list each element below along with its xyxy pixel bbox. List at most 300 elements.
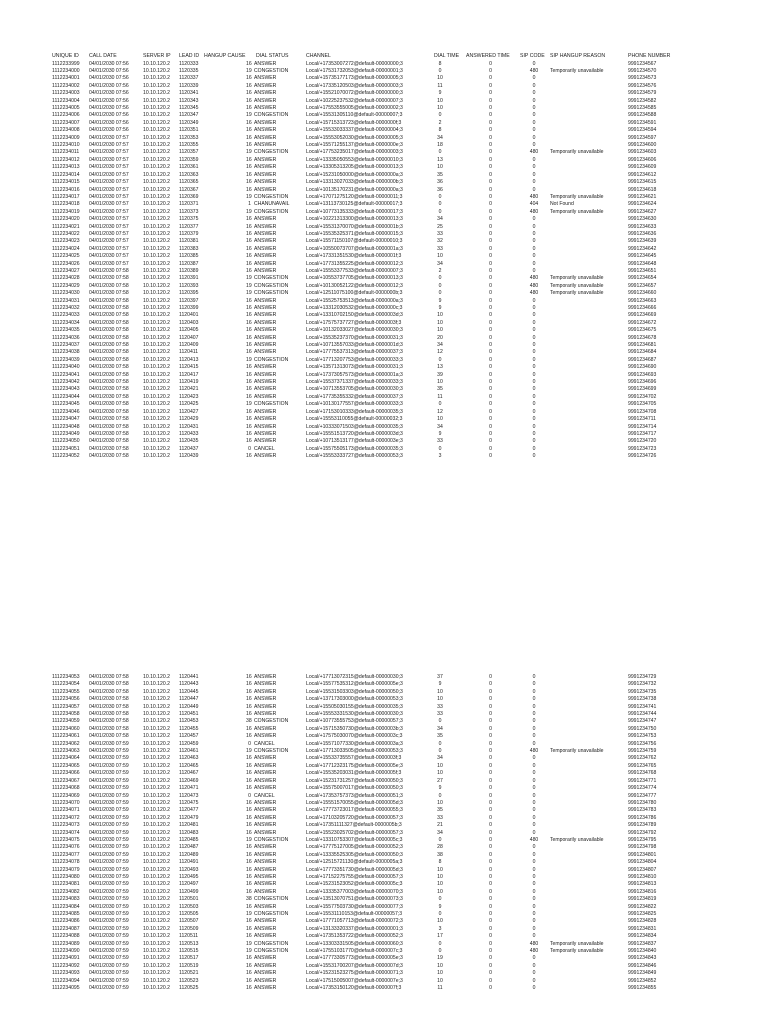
cell-answered-time: 0 [489,822,492,829]
cell-server-ip: 10.10.120.2 [143,305,170,311]
cell-unique-id: 1112234000 [52,68,80,74]
cell-answered-time: 0 [489,785,492,792]
cell-call-date: 04/01/2030 07:58 [89,334,129,341]
cell-sip-code: 0 [532,60,536,67]
cell-sip-code: 480 [529,208,539,215]
cell-server-ip: 10.10.120.2 [143,171,170,178]
cell-channel: Local/+10773555753@default-00000057;3 [306,718,403,725]
cell-server-ip: 10.10.120.2 [143,319,170,326]
cell-dial-time: 33 [437,814,443,821]
cell-dial-time: 10 [437,105,443,112]
cell-phone-number: 9991234573 [628,75,657,82]
cell-dial-time: 0 [438,718,442,725]
cell-sip-code: 0 [532,156,536,163]
cell-server-ip: 10.10.120.2 [143,60,170,67]
cell-answered-time: 0 [489,60,492,67]
cell-call-date: 04/01/2030 07:59 [89,948,129,955]
cell-dial-time: 10 [437,866,443,873]
cell-hangup-cause: 16 [246,82,252,89]
cell-sip-code: 0 [532,371,536,378]
cell-server-ip: 10.10.120.2 [143,792,170,799]
cell-hangup-cause: 19 [246,68,252,74]
cell-call-date: 04/01/2030 07:59 [89,851,129,858]
cell-dial-time: 10 [437,416,443,423]
cell-sip-code: 0 [532,985,536,992]
cell-dial-time: 10 [437,918,443,925]
cell-unique-id: 1112234027 [52,267,80,274]
cell-server-ip: 10.10.120.2 [143,925,170,932]
cell-hangup-cause: 16 [246,267,252,274]
cell-call-date: 04/01/2030 07:59 [89,977,129,984]
cell-sip-code: 0 [532,696,536,703]
cell-dial-time: 34 [437,725,443,732]
cell-channel: Local/+17373057573@default-0000001a;3 [306,371,403,378]
cell-dial-status: ANSWER [254,297,277,304]
cell-unique-id: 1112234093 [52,970,80,977]
cell-phone-number: 9991234603 [628,149,657,156]
cell-dial-time: 10 [437,696,443,703]
cell-dial-time: 9 [438,430,442,437]
table-row [0,120,768,127]
cell-channel: Local/+15537371337@default-00000033;3 [306,379,403,386]
cell-dial-status: ANSWER [254,238,277,245]
cell-sip-code: 0 [532,933,536,940]
cell-phone-number: 9991234852 [628,977,657,984]
cell-call-date: 04/01/2030 07:59 [89,955,129,962]
cell-dial-time: 34 [437,134,443,141]
cell-call-date: 04/01/2030 07:58 [89,379,129,386]
cell-unique-id: 1112234071 [52,807,80,814]
cell-unique-id: 1112234054 [52,681,80,688]
cell-dial-status: ANSWER [254,918,277,925]
cell-answered-time: 0 [489,230,492,237]
cell-server-ip: 10.10.120.2 [143,859,170,866]
cell-phone-number: 9991234711 [628,416,656,423]
cell-answered-time: 0 [489,792,492,799]
cell-dial-time: 9 [438,305,442,311]
cell-hangup-cause: 16 [246,156,252,163]
cell-phone-number: 9991234693 [628,371,657,378]
cell-channel: Local/+10713513177@default-0000003e;3 [306,438,403,445]
cell-answered-time: 0 [489,127,492,134]
cell-phone-number: 9991234780 [628,799,657,806]
cell-channel: Local/+15525753513@default-0000000a;3 [306,297,403,304]
cell-phone-number: 9991234771 [628,777,657,784]
cell-dial-status: ANSWER [254,970,277,977]
cell-answered-time: 0 [489,90,492,97]
cell-answered-time: 0 [489,711,492,718]
table-row [0,364,768,371]
cell-unique-id: 1112234087 [52,925,80,932]
cell-hangup-cause: 16 [246,386,252,393]
cell-unique-id: 1112234078 [52,859,80,866]
cell-lead-id: 1120335 [179,68,199,74]
cell-channel: Local/+15575505173@default-00000035;3 [306,445,403,452]
cell-channel: Local/+15535237370@default-00000031;3 [306,334,403,341]
cell-answered-time: 0 [489,940,492,947]
cell-call-date: 04/01/2030 07:59 [89,918,129,925]
cell-channel: Local/+17575030070@default-0000003c;3 [306,733,403,740]
cell-lead-id: 1120511 [179,933,199,940]
header-answered-time: ANSWERED TIME [466,53,510,59]
cell-sip-hangup-reason: Temporarily unavailable [550,282,604,289]
cell-dial-status: ANSWER [254,349,277,356]
cell-sip-code: 0 [532,305,536,311]
cell-channel: Local/+17773723017@default-00000055;3 [306,807,403,814]
cell-lead-id: 1120441 [179,674,199,680]
cell-dial-status: ANSWER [254,245,277,252]
cell-answered-time: 0 [489,799,492,806]
header-call-date: CALL DATE [89,53,117,59]
cell-answered-time: 0 [489,911,492,917]
cell-dial-status: ANSWER [254,430,277,437]
table-row [0,335,768,342]
cell-unique-id: 1112234060 [52,725,80,732]
cell-phone-number: 9991234717 [628,430,657,437]
cell-dial-time: 0 [438,940,442,947]
cell-dial-time: 27 [437,777,443,784]
cell-dial-time: 10 [437,253,443,260]
cell-server-ip: 10.10.120.2 [143,711,170,718]
cell-sip-code: 0 [532,186,536,193]
cell-server-ip: 10.10.120.2 [143,371,170,378]
cell-dial-time: 10 [437,379,443,386]
table-row [0,349,768,356]
cell-sip-code: 480 [529,836,539,843]
cell-hangup-cause: 16 [246,364,252,371]
cell-channel: Local/+17713072315@default-00000030;3 [306,674,403,680]
cell-hangup-cause: 16 [246,799,252,806]
cell-server-ip: 10.10.120.2 [143,216,170,223]
cell-hangup-cause: 16 [246,962,252,969]
cell-server-ip: 10.10.120.2 [143,688,170,695]
cell-dial-status: ANSWER [254,807,277,814]
cell-dial-status: ANSWER [254,777,277,784]
cell-dial-time: 0 [438,193,442,200]
cell-hangup-cause: 16 [246,134,252,141]
cell-hangup-cause: 16 [246,105,252,112]
cell-answered-time: 0 [489,75,492,82]
cell-sip-code: 0 [532,977,536,984]
cell-channel: Local/+17553555005@default-00000002;3 [306,105,403,112]
cell-sip-code: 0 [532,260,536,267]
cell-call-date: 04/01/2030 07:59 [89,829,129,836]
cell-answered-time: 0 [489,703,492,710]
cell-dial-time: 10 [437,327,443,334]
cell-sip-code: 0 [532,740,536,747]
cell-sip-code: 0 [532,267,536,274]
cell-dial-time: 0 [438,149,442,156]
cell-dial-status: ANSWER [254,90,277,97]
cell-dial-time: 28 [437,844,443,851]
cell-hangup-cause: 16 [246,260,252,267]
cell-call-date: 04/01/2030 07:58 [89,267,129,274]
cell-phone-number: 9991234639 [628,238,657,245]
cell-server-ip: 10.10.120.2 [143,401,170,408]
cell-sip-code: 0 [532,342,536,349]
cell-unique-id: 1112234068 [52,785,80,792]
cell-dial-time: 0 [438,112,442,119]
cell-phone-number: 9991234807 [628,866,657,873]
cell-phone-number: 9991234747 [628,718,657,725]
cell-call-date: 04/01/2030 07:59 [89,962,129,969]
cell-phone-number: 9991234705 [628,401,657,408]
table-row [0,372,768,379]
table-row [0,409,768,416]
cell-phone-number: 9991234738 [628,696,657,703]
cell-sip-hangup-reason: Temporarily unavailable [550,208,604,215]
cell-hangup-cause: 19 [246,836,252,843]
cell-call-date: 04/01/2030 07:58 [89,711,129,718]
cell-dial-status: CONGESTION [254,748,289,755]
table-row [0,424,768,431]
cell-channel: Local/+15551570055@default-0000005d;3 [306,799,403,806]
cell-server-ip: 10.10.120.2 [143,896,170,903]
cell-answered-time: 0 [489,149,492,156]
cell-dial-time: 10 [437,688,443,695]
cell-lead-id: 1120467 [179,770,199,777]
cell-lead-id: 1120519 [179,962,199,969]
cell-server-ip: 10.10.120.2 [143,201,170,208]
cell-call-date: 04/01/2030 07:58 [89,342,129,349]
cell-lead-id: 1120405 [179,327,199,334]
cell-dial-status: CONGESTION [254,282,289,289]
header-dial-time: DIAL TIME [434,53,460,59]
cell-hangup-cause: 19 [246,149,252,156]
cell-sip-code: 0 [532,408,536,415]
cell-answered-time: 0 [489,179,492,186]
cell-server-ip: 10.10.120.2 [143,267,170,274]
table-row [0,253,768,260]
cell-call-date: 04/01/2030 07:59 [89,748,129,755]
cell-phone-number: 9991234585 [628,105,657,112]
cell-call-date: 04/01/2030 07:59 [89,844,129,851]
cell-sip-code: 480 [529,748,539,755]
cell-hangup-cause: 16 [246,171,252,178]
cell-dial-status: ANSWER [254,881,277,888]
cell-call-date: 04/01/2030 07:57 [89,179,129,186]
cell-dial-time: 0 [438,208,442,215]
header-sip-hangup-reason: SIP HANGUP REASON [550,53,606,59]
cell-hangup-cause: 16 [246,245,252,252]
cell-unique-id: 1112234012 [52,156,80,163]
cell-server-ip: 10.10.120.2 [143,342,170,349]
cell-hangup-cause: 16 [246,925,252,932]
cell-hangup-cause: 16 [246,696,252,703]
cell-sip-code: 0 [532,401,536,408]
cell-phone-number: 9991234636 [628,230,657,237]
table-row [0,837,768,844]
cell-dial-status: CANCEL [254,740,275,747]
cell-sip-code: 0 [532,703,536,710]
cell-call-date: 04/01/2030 07:56 [89,105,129,112]
cell-hangup-cause: 16 [246,342,252,349]
cell-sip-code: 0 [532,430,536,437]
cell-lead-id: 1120463 [179,755,199,762]
cell-server-ip: 10.10.120.2 [143,356,170,363]
cell-answered-time: 0 [489,985,492,992]
cell-unique-id: 1112234011 [52,149,80,156]
cell-phone-number: 9991234816 [628,888,657,895]
cell-unique-id: 1112234077 [52,851,80,858]
cell-lead-id: 1120351 [179,127,199,134]
cell-sip-code: 0 [532,364,536,371]
cell-sip-code: 0 [532,179,536,186]
cell-server-ip: 10.10.120.2 [143,445,170,452]
cell-server-ip: 10.10.120.2 [143,253,170,260]
cell-call-date: 04/01/2030 07:59 [89,866,129,873]
cell-unique-id: 1112234065 [52,762,80,769]
cell-lead-id: 1120495 [179,873,199,880]
cell-phone-number: 9991234792 [628,829,657,836]
cell-lead-id: 1120513 [179,940,199,947]
table-row [0,438,768,445]
cell-phone-number: 9991234681 [628,342,657,349]
table-row [0,135,768,142]
table-row [0,955,768,962]
cell-hangup-cause: 16 [246,179,252,186]
cell-hangup-cause: 16 [246,829,252,836]
cell-lead-id: 1120481 [179,822,199,829]
cell-unique-id: 1112234094 [52,977,80,984]
cell-sip-code: 0 [532,807,536,814]
cell-unique-id: 1112234028 [52,275,80,282]
cell-answered-time: 0 [489,438,492,445]
cell-channel: Local/+15575007017@default-00000050;3 [306,785,403,792]
header-phone-number: PHONE NUMBER [628,53,671,59]
cell-dial-time: 3 [438,925,442,932]
cell-dial-status: ANSWER [254,342,277,349]
cell-channel: Local/+17351353722@default-00000052;3 [306,933,403,940]
cell-sip-code: 0 [532,896,536,903]
cell-dial-status: CONGESTION [254,896,289,903]
cell-dial-status: CANCEL [254,445,275,452]
cell-dial-time: 9 [438,785,442,792]
cell-server-ip: 10.10.120.2 [143,282,170,289]
cell-dial-status: ANSWER [254,681,277,688]
cell-lead-id: 1120507 [179,918,199,925]
cell-sip-code: 480 [529,193,539,200]
cell-phone-number: 9991234621 [628,193,657,200]
table-row [0,755,768,762]
cell-dial-time: 19 [437,955,443,962]
cell-answered-time: 0 [489,829,492,836]
cell-server-ip: 10.10.120.2 [143,785,170,792]
cell-dial-status: ANSWER [254,260,277,267]
cell-channel: Local/+13313027033@default-0000000b;3 [306,179,403,186]
cell-dial-time: 11 [437,393,443,400]
cell-server-ip: 10.10.120.2 [143,430,170,437]
cell-dial-time: 13 [437,364,443,371]
cell-hangup-cause: 16 [246,127,252,134]
cell-sip-code: 0 [532,844,536,851]
cell-lead-id: 1120347 [179,112,199,119]
cell-unique-id: 1112234055 [52,688,80,695]
cell-channel: Local/+17771057713@default-00000072;3 [306,918,403,925]
cell-dial-status: CONGESTION [254,208,289,215]
cell-hangup-cause: 19 [246,193,252,200]
cell-answered-time: 0 [489,733,492,740]
cell-lead-id: 1120399 [179,305,199,311]
cell-dial-status: CONGESTION [254,940,289,947]
table-row [0,201,768,208]
cell-unique-id: 1112234066 [52,770,80,777]
table-row [0,275,768,282]
cell-answered-time: 0 [489,962,492,969]
cell-sip-code: 0 [532,245,536,252]
cell-call-date: 04/01/2030 07:57 [89,142,129,149]
cell-sip-code: 0 [532,171,536,178]
cell-call-date: 04/01/2030 07:57 [89,245,129,252]
table-row [0,985,768,992]
cell-dial-status: ANSWER [254,179,277,186]
cell-server-ip: 10.10.120.2 [143,903,170,910]
cell-dial-time: 10 [437,312,443,319]
table-row [0,98,768,105]
table-row [0,327,768,334]
cell-sip-code: 0 [532,888,536,895]
cell-channel: Local/+10553737705@default-00000013;3 [306,275,403,282]
cell-dial-status: CONGESTION [254,718,289,725]
cell-server-ip: 10.10.120.2 [143,164,170,171]
cell-lead-id: 1120377 [179,223,199,230]
cell-dial-time: 17 [437,933,443,940]
cell-answered-time: 0 [489,349,492,356]
table-row [0,852,768,859]
cell-sip-code: 0 [532,238,536,245]
cell-hangup-cause: 16 [246,785,252,792]
cell-phone-number: 9991234702 [628,393,657,400]
cell-unique-id: 1112234079 [52,866,80,873]
cell-channel: Local/+15715313723@default-0000000f;3 [306,119,402,126]
cell-answered-time: 0 [489,356,492,363]
cell-sip-code: 0 [532,822,536,829]
cell-dial-time: 18 [437,142,443,149]
cell-unique-id: 1112234004 [52,97,80,104]
cell-dial-status: CHANUNAVAIL [254,201,290,208]
cell-dial-status: ANSWER [254,75,277,82]
cell-phone-number: 9991234714 [628,423,657,430]
cell-call-date: 04/01/2030 07:58 [89,297,129,304]
cell-dial-status: ANSWER [254,142,277,149]
cell-hangup-cause: 16 [246,305,252,311]
cell-call-date: 04/01/2030 07:58 [89,364,129,371]
cell-unique-id: 1112234075 [52,836,80,843]
cell-dial-status: ANSWER [254,844,277,851]
cell-sip-code: 0 [532,75,536,82]
cell-sip-code: 480 [529,948,539,955]
cell-lead-id: 1120437 [179,445,199,452]
cell-sip-code: 0 [532,223,536,230]
cell-phone-number: 9991234810 [628,873,657,880]
cell-channel: Local/+17773351730@default-0000005d;3 [306,866,403,873]
cell-call-date: 04/01/2030 07:58 [89,718,129,725]
cell-channel: Local/+13303331505@default-00000060;3 [306,940,403,947]
cell-answered-time: 0 [489,748,492,755]
cell-channel: Local/+10130052122@default-00000012;3 [306,282,403,289]
cell-phone-number: 9991234579 [628,90,657,97]
cell-channel: Local/+10773135333@default-00000017;3 [306,208,403,215]
cell-call-date: 04/01/2030 07:59 [89,873,129,880]
cell-unique-id: 1112234056 [52,696,80,703]
cell-phone-number: 9991234834 [628,933,657,940]
table-row [0,711,768,718]
cell-answered-time: 0 [489,68,492,74]
cell-dial-time: 25 [437,223,443,230]
cell-channel: Local/+10221313300@default-00000013;3 [306,216,403,223]
cell-sip-hangup-reason: Temporarily unavailable [550,193,604,200]
cell-dial-time: 10 [437,770,443,777]
